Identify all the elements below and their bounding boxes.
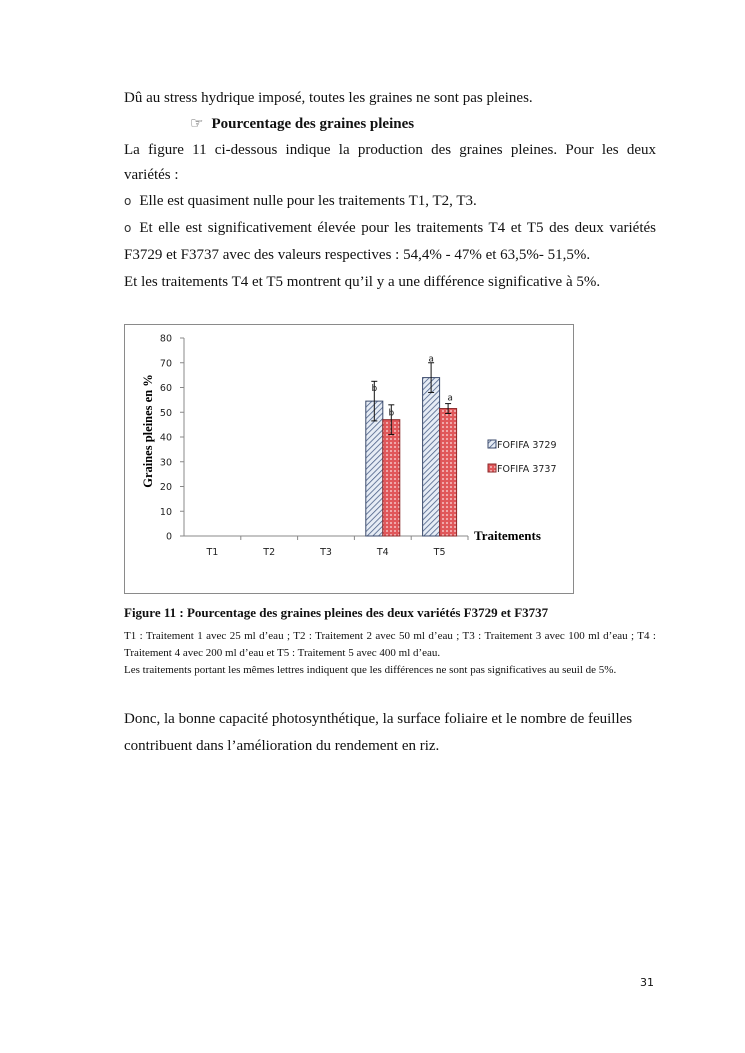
paragraph-line: variétés : [124,167,179,183]
significance-letter: a [447,393,453,404]
heading-text: Pourcentage des graines pleines [211,116,415,132]
figure-caption: Figure 11 : Pourcentage des graines pleines des deux variétés F3729 et F3737 [124,605,549,620]
conclusion-line: Donc, la bonne capacité photosynthétique, la surface foliaire et le nombre de feuilles [124,711,633,727]
bar-chart [124,324,574,594]
paragraph-line: F3729 et F3737 avec des valeurs respectives : 54,4% - 47% et 63,5%- 51,5%. [124,247,591,263]
y-tick-label: 30 [159,457,172,469]
bullet-text: Elle est quasiment nulle pour les traitements T1, T2, T3. [139,193,477,209]
intro-line: Dû au stress hydrique imposé, toutes les graines ne sont pas pleines. [124,90,533,106]
conclusion-line: contribuent dans l’amélioration du rendement en riz. [124,738,440,754]
section-heading [190,115,722,133]
x-axis-label: Traitements [474,528,541,543]
y-tick-label: 40 [159,432,172,444]
chart-svg [125,325,573,593]
x-tick-label: T1 [206,547,219,558]
bullet-item [124,192,656,210]
x-tick-label: T4 [376,547,389,558]
page-number: 31 [640,976,654,989]
y-axis-label: Graines pleines en % [141,374,155,488]
significance-letter: b [371,384,378,395]
figure-note: Les traitements portant les mêmes lettres indiquent que les différences ne sont pas significatives au seuil de 5%. [124,664,617,676]
paragraph-line: La figure 11 ci-dessous indique la production des graines pleines. Pour les deux [124,142,656,158]
bullet-text: Et elle est significativement élevée pour les traitements T4 et T5 des deux variétés [139,220,656,236]
bar-fofifa-3729-t5 [423,378,440,536]
significance-letter: a [428,354,434,365]
bullet-icon: o [124,221,132,235]
x-tick-label: T3 [320,547,332,558]
y-tick-label: 20 [159,482,172,493]
y-tick-label: 80 [159,333,172,345]
bar-fofifa-3737-t4 [383,420,400,536]
x-tick-label: T2 [263,547,276,558]
y-tick-label: 0 [165,531,172,543]
y-tick-label: 10 [159,506,172,518]
legend-label: FOFIFA 3729 [497,440,557,451]
pointing-hand-icon: ☞ [190,116,204,132]
paragraph-line: Et les traitements T4 et T5 montrent qu’il y a une différence significative à 5%. [124,274,601,290]
legend-label: FOFIFA 3737 [497,464,557,475]
bar-fofifa-3737-t5 [440,409,457,536]
y-tick-label: 70 [159,358,172,370]
legend-swatch [488,464,496,472]
bullet-item [124,219,656,237]
x-tick-label: T5 [433,547,446,558]
bullet-icon: o [124,194,132,208]
legend-swatch [488,440,496,448]
y-tick-label: 60 [159,383,172,394]
significance-letter: b [388,408,395,419]
y-tick-label: 50 [159,407,172,419]
figure-note: T1 : Traitement 1 avec 25 ml d’eau ; T2 : Traitement 2 avec 50 ml d’eau ; T3 : Traitement 3 avec 100 ml d’eau ; T4 : Traitement 4 avec 200 ml d’eau et T5 : Traitement 5 avec 400 ml d’eau. [124,630,656,659]
